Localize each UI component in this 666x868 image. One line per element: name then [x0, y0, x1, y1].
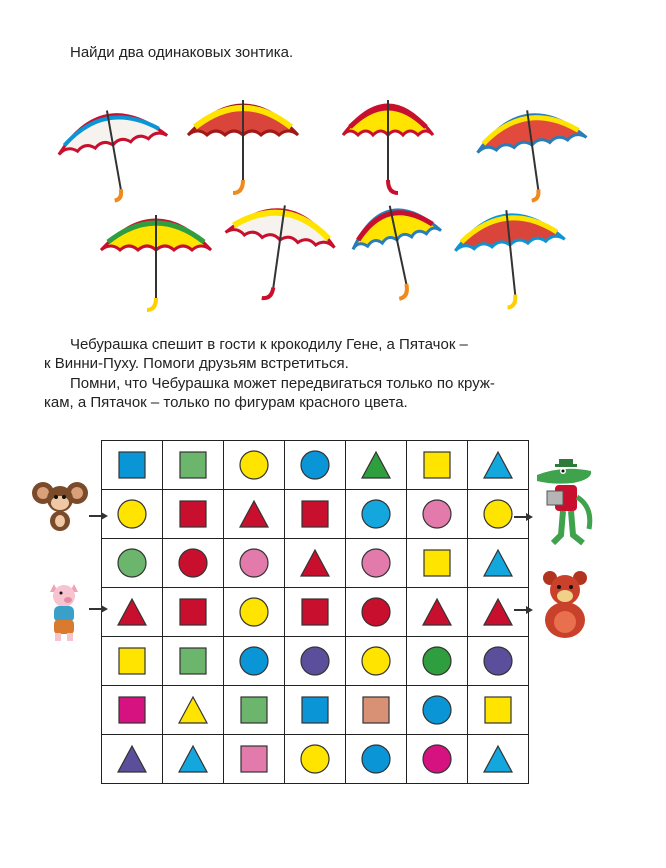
- grid-cell: [163, 490, 224, 539]
- grid-cell: [224, 735, 285, 784]
- green-square-icon: [177, 449, 209, 481]
- grid-cell: [346, 686, 407, 735]
- cyan-triangle-icon: [177, 743, 209, 775]
- yellow-square-icon: [482, 694, 514, 726]
- cyan-triangle-icon: [482, 449, 514, 481]
- purple-triangle-icon: [116, 743, 148, 775]
- purple-circle-icon: [482, 645, 514, 677]
- grid-cell: [163, 686, 224, 735]
- task-text-paragraph-2: [44, 374, 629, 412]
- yellow-circle-icon: [238, 449, 270, 481]
- arrow-right-icon: [89, 604, 109, 614]
- umbrella-icon: [53, 101, 177, 209]
- yellow-circle-icon: [299, 743, 331, 775]
- purple-circle-icon: [299, 645, 331, 677]
- grid-cell: [285, 539, 346, 588]
- umbrella-icon: [452, 204, 572, 312]
- grid-cell: [285, 735, 346, 784]
- arrow-right-icon: [514, 512, 534, 522]
- grid-cell: [163, 588, 224, 637]
- grid-cell: [407, 686, 468, 735]
- red-triangle-icon: [238, 498, 270, 530]
- grid-cell: [346, 441, 407, 490]
- umbrella-icon: [343, 100, 433, 193]
- umbrella-icon: [101, 215, 211, 310]
- blue-square-icon: [299, 694, 331, 726]
- magenta-circle-icon: [421, 743, 453, 775]
- umbrella-icon: [217, 198, 339, 307]
- yellow-circle-icon: [482, 498, 514, 530]
- yellow-square-icon: [116, 645, 148, 677]
- red-circle-icon: [360, 596, 392, 628]
- green-circle-icon: [116, 547, 148, 579]
- grid-cell: [468, 441, 529, 490]
- yellow-circle-icon: [116, 498, 148, 530]
- cyan-triangle-icon: [482, 547, 514, 579]
- green-square-icon: [238, 694, 270, 726]
- red-triangle-icon: [116, 596, 148, 628]
- grid-cell: [407, 539, 468, 588]
- grid-cell: [407, 735, 468, 784]
- grid-cell: [224, 588, 285, 637]
- grid-cell: [285, 441, 346, 490]
- grid-cell: [285, 637, 346, 686]
- grid-cell: [468, 539, 529, 588]
- winnie-the-pooh-icon: [537, 570, 593, 642]
- grid-cell: [468, 686, 529, 735]
- crocodile-gena-icon: [533, 457, 599, 549]
- red-square-icon: [177, 498, 209, 530]
- paragraph-1-line-2: к Винни-Пуху. Помоги друзьям встретиться.: [44, 355, 349, 372]
- grid-cell: [346, 588, 407, 637]
- red-triangle-icon: [482, 596, 514, 628]
- red-square-icon: [177, 596, 209, 628]
- red-square-icon: [299, 498, 331, 530]
- cyan-circle-icon: [360, 498, 392, 530]
- grid-cell: [407, 637, 468, 686]
- grid-cell: [102, 637, 163, 686]
- yellow-circle-icon: [238, 596, 270, 628]
- grid-cell: [407, 588, 468, 637]
- grid-cell: [163, 441, 224, 490]
- grid-cell: [468, 735, 529, 784]
- grid-cell: [102, 588, 163, 637]
- grid-cell: [102, 539, 163, 588]
- arrow-right-icon: [89, 511, 109, 521]
- darkgreen-circle-icon: [421, 645, 453, 677]
- arrow-right-icon: [514, 605, 534, 615]
- pink-circle-icon: [238, 547, 270, 579]
- umbrella-icon: [346, 196, 453, 306]
- yellow-square-icon: [421, 449, 453, 481]
- yellow-triangle-icon: [177, 694, 209, 726]
- task-text-paragraph-1: [44, 335, 629, 373]
- grid-cell: [163, 637, 224, 686]
- grid-cell: [102, 441, 163, 490]
- grid-cell: [102, 490, 163, 539]
- grid-cell: [224, 441, 285, 490]
- umbrella-icon: [188, 100, 298, 193]
- grid-cell: [346, 637, 407, 686]
- red-square-icon: [299, 596, 331, 628]
- task-title: Найди два одинаковых зонтика.: [70, 44, 294, 61]
- grid-cell: [163, 735, 224, 784]
- grid-cell: [224, 539, 285, 588]
- red-triangle-icon: [421, 596, 453, 628]
- grid-cell: [224, 490, 285, 539]
- piglet-icon: [42, 578, 88, 644]
- blue-circle-icon: [238, 645, 270, 677]
- umbrellas-illustration: [45, 75, 625, 315]
- grid-cell: [102, 735, 163, 784]
- grid-cell: [468, 637, 529, 686]
- blue-circle-icon: [360, 743, 392, 775]
- darkgreen-triangle-icon: [360, 449, 392, 481]
- paragraph-1-line-1: Чебурашка спешит в гости к крокодилу Гене, а Пятачок –: [70, 336, 468, 353]
- salmon-square-icon: [360, 694, 392, 726]
- paragraph-2-line-2: кам, а Пятачок – только по фигурам красного цвета.: [44, 394, 408, 411]
- pink-square-icon: [238, 743, 270, 775]
- grid-cell: [346, 735, 407, 784]
- grid-cell: [285, 490, 346, 539]
- blue-circle-icon: [299, 449, 331, 481]
- green-square-icon: [177, 645, 209, 677]
- yellow-square-icon: [421, 547, 453, 579]
- red-triangle-icon: [299, 547, 331, 579]
- grid-cell: [285, 686, 346, 735]
- pink-circle-icon: [360, 547, 392, 579]
- cheburashka-icon: [32, 475, 88, 533]
- pink-circle-icon: [421, 498, 453, 530]
- blue-square-icon: [116, 449, 148, 481]
- shapes-grid: [101, 440, 529, 784]
- paragraph-2-line-1: Помни, что Чебурашка может передвигаться только по круж-: [70, 375, 495, 392]
- grid-cell: [224, 637, 285, 686]
- grid-cell: [407, 490, 468, 539]
- yellow-circle-icon: [360, 645, 392, 677]
- grid-cell: [163, 539, 224, 588]
- red-circle-icon: [177, 547, 209, 579]
- grid-cell: [285, 588, 346, 637]
- grid-cell: [346, 490, 407, 539]
- blue-circle-icon: [421, 694, 453, 726]
- grid-cell: [224, 686, 285, 735]
- grid-cell: [102, 686, 163, 735]
- grid-cell: [346, 539, 407, 588]
- cyan-triangle-icon: [482, 743, 514, 775]
- magenta-square-icon: [116, 694, 148, 726]
- grid-cell: [407, 441, 468, 490]
- umbrella-icon: [473, 103, 594, 207]
